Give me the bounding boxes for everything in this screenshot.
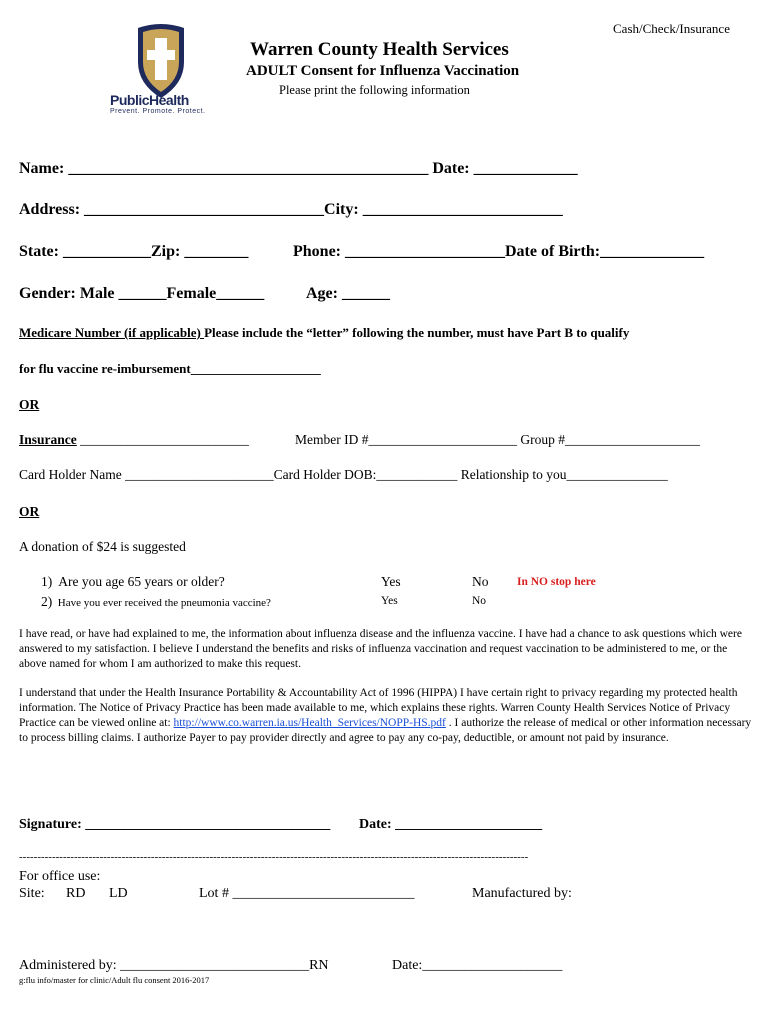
question-1-yes[interactable]: Yes: [381, 574, 401, 589]
card-holder-field[interactable]: Card Holder Name ______________________Card Holder DOB:____________ Relationship to you_______________: [19, 467, 668, 482]
medicare-line2[interactable]: for flu vaccine re-imbursement____________________: [19, 361, 321, 376]
donation-text: A donation of $24 is suggested: [19, 539, 186, 554]
question-text: Are you age 65 years or older?: [58, 574, 225, 589]
question-2-yes[interactable]: Yes: [381, 595, 398, 607]
insurance-label: Insurance: [19, 432, 77, 447]
address-city-field[interactable]: Address: ______________________________City: _________________________: [19, 201, 563, 218]
print-instruction: Please print the following information: [279, 83, 470, 97]
administered-date-field[interactable]: Date:____________________: [392, 958, 563, 973]
medicare-row[interactable]: [19, 325, 629, 341]
site-label: Site:: [19, 886, 45, 901]
site-rd[interactable]: RD: [66, 886, 86, 901]
manufactured-by-field[interactable]: Manufactured by:: [472, 886, 572, 901]
medicare-instruction: Please include the “letter” following the number, must have Part B to qualify: [204, 325, 630, 340]
footer-file-path: g:flu info/master for clinic/Adult flu consent 2016-2017: [19, 975, 210, 985]
medicare-label: Medicare Number (if applicable): [19, 325, 205, 340]
org-name: Warren County Health Services: [250, 39, 509, 60]
logo-tagline: Prevent. Promote. Protect.: [110, 108, 206, 115]
signature-field[interactable]: Signature: ___________________________________: [19, 817, 331, 832]
state-zip-field[interactable]: State: ___________Zip: ________: [19, 243, 249, 260]
stop-note: In NO stop here: [517, 576, 596, 588]
payment-types: Cash/Check/Insurance: [613, 21, 730, 36]
or-divider-2: OR: [19, 504, 40, 519]
signature-date-field[interactable]: Date: _____________________: [359, 817, 543, 832]
question-number: 1): [41, 574, 53, 589]
member-group-field[interactable]: Member ID #______________________ Group #____________________: [295, 432, 700, 447]
or-divider-1: OR: [19, 397, 40, 412]
consent-paragraph: I have read, or have had explained to me, the information about influenza disease and the influenza vaccine. I have had a chance to ask questions which were answered to my satisfaction. I believe I understand the benefits and risks of influenza vaccination and request vaccination to be administered to me, or the above named for whom I am authorized to make this request.: [19, 628, 742, 670]
administered-by-field[interactable]: Administered by: ___________________________RN: [19, 958, 329, 973]
hipaa-text: I understand that under the Health Insurance Portability & Accountability Act of 1996 (HIPPA) I have certain right to privacy regarding my protected health information. The Notice of Privacy Practice has been made available to me, which explains these rights. Warren County Health Services Notice of Privacy Practice can be viewed online at:: [19, 687, 738, 729]
question-number: 2): [41, 594, 53, 609]
lot-number-field[interactable]: Lot # __________________________: [199, 886, 415, 901]
name-date-field[interactable]: Name: _____________________________________________ Date: _____________: [19, 160, 578, 177]
question-2-no[interactable]: No: [472, 595, 487, 607]
insurance-line: _________________________: [76, 432, 249, 447]
question-text: Have you ever received the pneumonia vaccine?: [57, 597, 271, 609]
privacy-notice-link[interactable]: http://www.co.warren.ia.us/Health_Services/NOPP-HS.pdf: [173, 717, 446, 729]
hipaa-paragraph: [19, 686, 754, 746]
insurance-row[interactable]: [19, 432, 249, 448]
age-field[interactable]: Age: ______: [306, 285, 390, 302]
gender-field[interactable]: Gender: Male ______Female______: [19, 285, 265, 302]
logo-text: PublicHealth: [110, 92, 189, 108]
question-2: [41, 594, 271, 610]
question-1: [41, 574, 225, 590]
form-title: ADULT Consent for Influenza Vaccination: [246, 63, 520, 79]
phone-dob-field[interactable]: Phone: ____________________Date of Birth:_____________: [293, 243, 705, 260]
hipaa-text-end: . I authorize the release of medical or other information necessary to process billing claims. I authorize Payer to pay provider directly and agree to pay any co-pay, deductible, or amount not paid by insurance.: [19, 717, 752, 744]
public-health-logo: [108, 22, 214, 122]
office-use-title: For office use:: [19, 869, 101, 884]
site-ld[interactable]: LD: [109, 886, 128, 901]
office-divider: -------------------------------------------------------------------------------------------------------------------------------------------: [19, 851, 529, 863]
question-1-no[interactable]: No: [472, 574, 489, 589]
